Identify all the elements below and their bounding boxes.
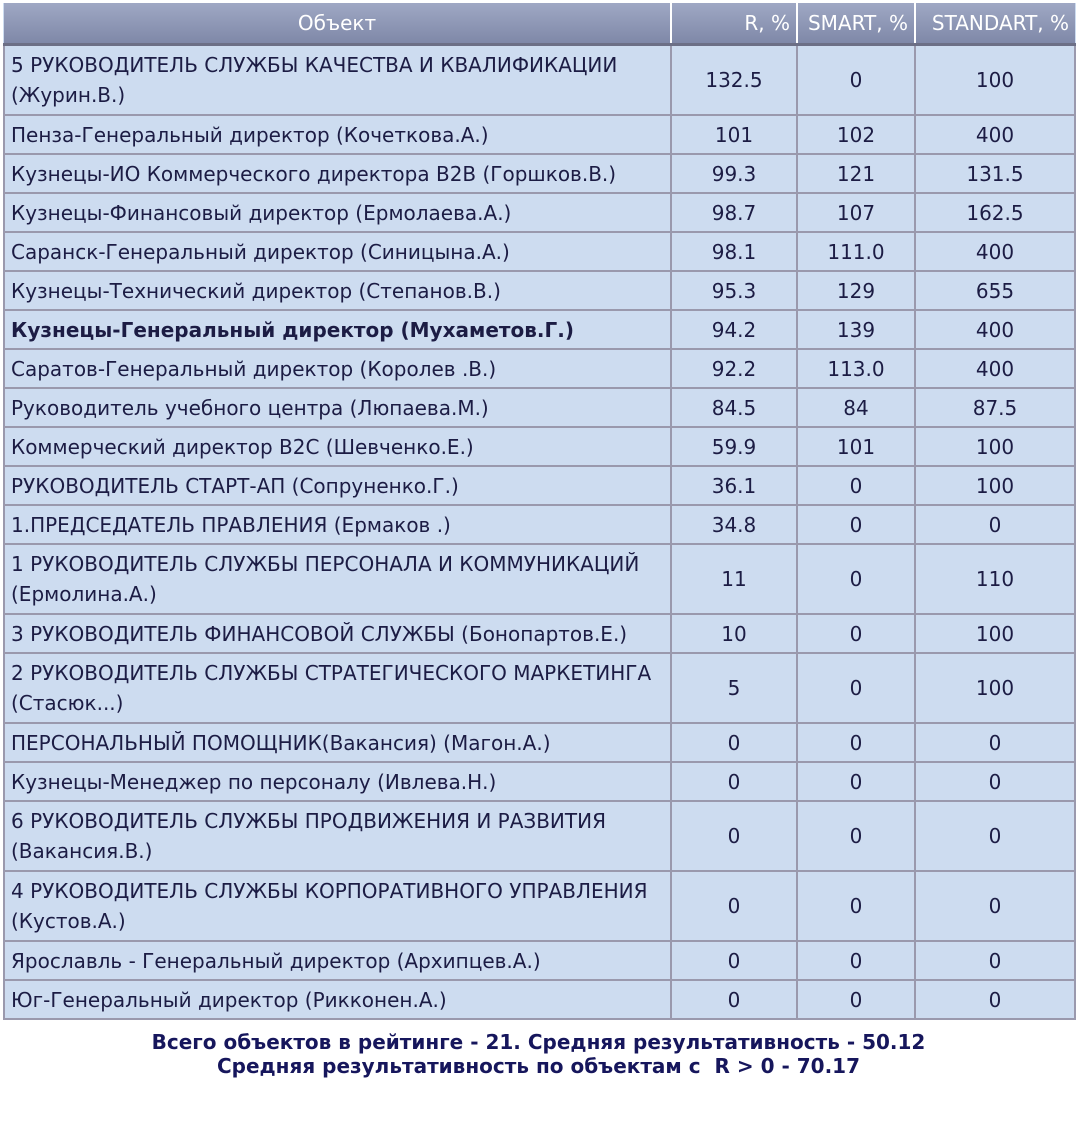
cell-standart: 100: [915, 653, 1075, 723]
cell-smart: 0: [797, 980, 915, 1019]
table-row[interactable]: [4, 154, 1075, 193]
cell-object: Кузнецы-Финансовый директор (Ермолаева.А.): [4, 193, 671, 232]
cell-smart: 0: [797, 466, 915, 505]
table-header: [4, 3, 1075, 45]
cell-object: 3 РУКОВОДИТЕЛЬ ФИНАНСОВОЙ СЛУЖБЫ (Бонопартов.Е.): [4, 614, 671, 653]
table-row[interactable]: [4, 271, 1075, 310]
cell-standart: 0: [915, 980, 1075, 1019]
table-row[interactable]: [4, 310, 1075, 349]
cell-r: 99.3: [671, 154, 797, 193]
cell-standart: 131.5: [915, 154, 1075, 193]
cell-object: 4 РУКОВОДИТЕЛЬ СЛУЖБЫ КОРПОРАТИВНОГО УПРАВЛЕНИЯ (Кустов.А.): [4, 871, 671, 941]
cell-standart: 400: [915, 115, 1075, 154]
cell-smart: 0: [797, 941, 915, 980]
cell-object: Саранск-Генеральный директор (Синицына.А.): [4, 232, 671, 271]
cell-smart: 0: [797, 544, 915, 614]
cell-object: Саратов-Генеральный директор (Королев .В.): [4, 349, 671, 388]
cell-object: 2 РУКОВОДИТЕЛЬ СЛУЖБЫ СТРАТЕГИЧЕСКОГО МАРКЕТИНГА (Стасюк...): [4, 653, 671, 723]
cell-r: 5: [671, 653, 797, 723]
cell-standart: 0: [915, 762, 1075, 801]
cell-object: Руководитель учебного центра (Люпаева.М.): [4, 388, 671, 427]
cell-object: ПЕРСОНАЛЬНЫЙ ПОМОЩНИК(Вакансия) (Магон.А.): [4, 723, 671, 762]
cell-standart: 100: [915, 427, 1075, 466]
cell-standart: 110: [915, 544, 1075, 614]
cell-r: 101: [671, 115, 797, 154]
cell-standart: 400: [915, 310, 1075, 349]
cell-object: Ярославль - Генеральный директор (Архипцев.А.): [4, 941, 671, 980]
cell-r: 0: [671, 801, 797, 871]
cell-standart: 100: [915, 614, 1075, 653]
cell-smart: 0: [797, 871, 915, 941]
cell-object: 5 РУКОВОДИТЕЛЬ СЛУЖБЫ КАЧЕСТВА И КВАЛИФИКАЦИИ (Журин.В.): [4, 45, 671, 116]
column-header-standart[interactable]: STANDART, %: [915, 3, 1075, 45]
cell-r: 34.8: [671, 505, 797, 544]
table-row[interactable]: [4, 762, 1075, 801]
cell-smart: 121: [797, 154, 915, 193]
rating-summary: [3, 1030, 1074, 1078]
cell-standart: 100: [915, 45, 1075, 116]
cell-r: 98.7: [671, 193, 797, 232]
cell-object: Кузнецы-Менеджер по персоналу (Ивлева.Н.): [4, 762, 671, 801]
cell-r: 0: [671, 723, 797, 762]
cell-standart: 0: [915, 941, 1075, 980]
cell-smart: 0: [797, 614, 915, 653]
cell-object: Кузнецы-ИО Коммерческого директора B2B (Горшков.В.): [4, 154, 671, 193]
cell-standart: 400: [915, 232, 1075, 271]
cell-standart: 87.5: [915, 388, 1075, 427]
cell-r: 0: [671, 941, 797, 980]
table-row[interactable]: [4, 723, 1075, 762]
table-row[interactable]: [4, 193, 1075, 232]
table-row[interactable]: [4, 427, 1075, 466]
cell-standart: 0: [915, 801, 1075, 871]
cell-r: 84.5: [671, 388, 797, 427]
cell-smart: 111.0: [797, 232, 915, 271]
cell-smart: 0: [797, 505, 915, 544]
cell-standart: 400: [915, 349, 1075, 388]
rating-table: [3, 3, 1076, 1020]
cell-object: РУКОВОДИТЕЛЬ СТАРТ-АП (Сопруненко.Г.): [4, 466, 671, 505]
column-header-object[interactable]: Объект: [4, 3, 671, 45]
cell-smart: 102: [797, 115, 915, 154]
cell-object: Пенза-Генеральный директор (Кочеткова.А.): [4, 115, 671, 154]
cell-standart: 0: [915, 871, 1075, 941]
table-row[interactable]: [4, 941, 1075, 980]
cell-smart: 129: [797, 271, 915, 310]
table-row[interactable]: [4, 466, 1075, 505]
cell-object: Коммерческий директор B2C (Шевченко.Е.): [4, 427, 671, 466]
cell-object: Кузнецы-Технический директор (Степанов.В.): [4, 271, 671, 310]
cell-r: 11: [671, 544, 797, 614]
column-header-r[interactable]: R, %: [671, 3, 797, 45]
table-row[interactable]: [4, 505, 1075, 544]
cell-smart: 0: [797, 723, 915, 762]
table-row[interactable]: [4, 388, 1075, 427]
column-header-smart[interactable]: SMART, %: [797, 3, 915, 45]
cell-r: 94.2: [671, 310, 797, 349]
cell-r: 59.9: [671, 427, 797, 466]
cell-smart: 0: [797, 801, 915, 871]
table-row[interactable]: [4, 980, 1075, 1019]
cell-smart: 0: [797, 45, 915, 116]
header-row: [4, 3, 1075, 45]
cell-object: 1 РУКОВОДИТЕЛЬ СЛУЖБЫ ПЕРСОНАЛА И КОММУНИКАЦИЙ (Ермолина.А.): [4, 544, 671, 614]
cell-smart: 139: [797, 310, 915, 349]
cell-standart: 0: [915, 505, 1075, 544]
cell-smart: 101: [797, 427, 915, 466]
cell-standart: 0: [915, 723, 1075, 762]
cell-standart: 655: [915, 271, 1075, 310]
table-body: [4, 45, 1075, 1020]
cell-smart: 0: [797, 762, 915, 801]
table-row[interactable]: [4, 871, 1075, 941]
cell-r: 95.3: [671, 271, 797, 310]
table-row[interactable]: [4, 544, 1075, 614]
cell-standart: 100: [915, 466, 1075, 505]
table-row[interactable]: [4, 115, 1075, 154]
cell-object: 1.ПРЕДСЕДАТЕЛЬ ПРАВЛЕНИЯ (Ермаков .): [4, 505, 671, 544]
table-row[interactable]: [4, 801, 1075, 871]
cell-smart: 84: [797, 388, 915, 427]
cell-r: 0: [671, 980, 797, 1019]
cell-r: 92.2: [671, 349, 797, 388]
summary-positive-line: Средняя результативность по объектам с R > 0 - 70.17: [216, 1054, 861, 1078]
cell-standart: 162.5: [915, 193, 1075, 232]
table-row[interactable]: [4, 45, 1075, 116]
table-row[interactable]: [4, 349, 1075, 388]
table-row[interactable]: [4, 653, 1075, 723]
cell-object: Юг-Генеральный директор (Рикконен.А.): [4, 980, 671, 1019]
table-row[interactable]: [4, 232, 1075, 271]
cell-object: Кузнецы-Генеральный директор (Мухаметов.Г.): [4, 310, 671, 349]
cell-smart: 107: [797, 193, 915, 232]
cell-smart: 0: [797, 653, 915, 723]
rating-panel: [3, 3, 1074, 1078]
cell-r: 132.5: [671, 45, 797, 116]
cell-r: 0: [671, 871, 797, 941]
table-row[interactable]: [4, 614, 1075, 653]
cell-smart: 113.0: [797, 349, 915, 388]
cell-r: 98.1: [671, 232, 797, 271]
cell-r: 10: [671, 614, 797, 653]
cell-r: 0: [671, 762, 797, 801]
cell-object: 6 РУКОВОДИТЕЛЬ СЛУЖБЫ ПРОДВИЖЕНИЯ И РАЗВИТИЯ (Вакансия.В.): [4, 801, 671, 871]
summary-total-line: Всего объектов в рейтинге - 21. Средняя результативность - 50.12: [151, 1030, 926, 1054]
cell-r: 36.1: [671, 466, 797, 505]
